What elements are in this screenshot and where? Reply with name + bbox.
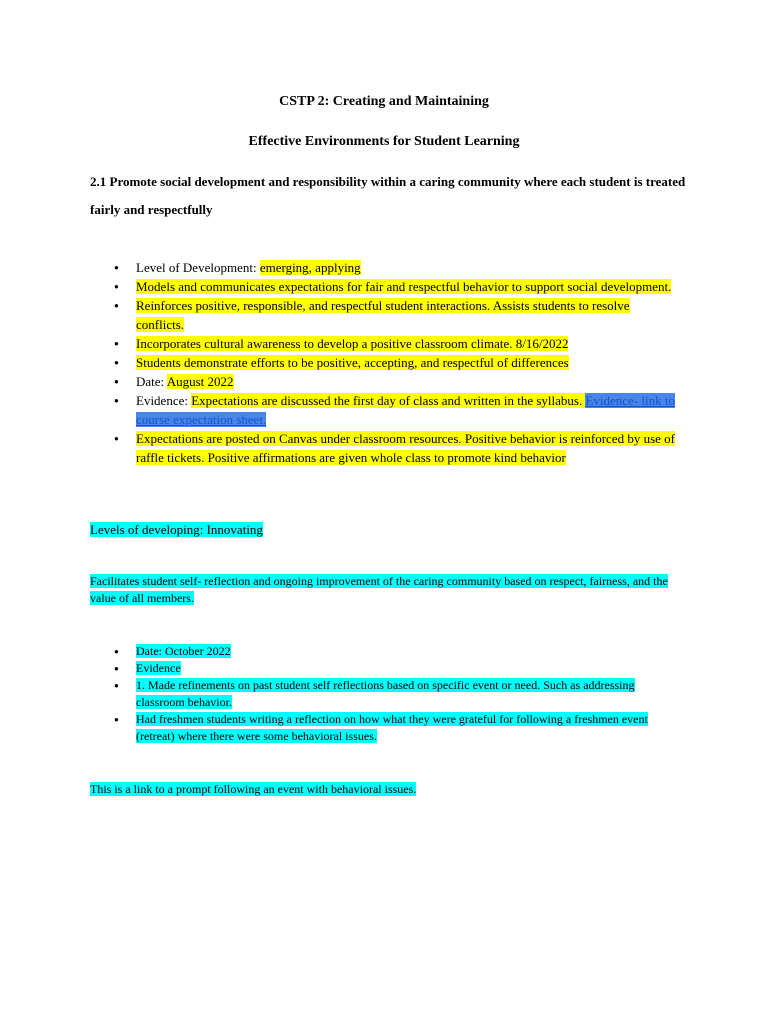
prompt-link-text[interactable]: This is a link to a prompt following an event with behavioral issues. <box>90 782 417 796</box>
list-item <box>90 643 680 660</box>
list-item <box>90 391 680 429</box>
list-item-text: Expectations are posted on Canvas under classroom resources. Positive behavior is reinforced by use of raffle tickets. Positive affirmations are given whole class to promote kind behavior <box>136 431 675 465</box>
list-item <box>90 353 680 372</box>
list-item <box>90 334 680 353</box>
list-item <box>90 660 680 677</box>
list-item-label: Date: <box>136 374 167 389</box>
list-item-text: Reinforces positive, responsible, and respectful student interactions. Assists students to resolve conflicts. <box>136 298 630 332</box>
list-item-text: Date: October 2022 <box>136 644 231 658</box>
list-item-text: Students demonstrate efforts to be positive, accepting, and respectful of differences <box>136 355 569 370</box>
list-item <box>90 429 680 467</box>
list-item-text: Models and communicates expectations for fair and respectful behavior to support social development. <box>136 279 672 294</box>
page-title-line-2: Effective Environments for Student Learning <box>248 134 520 149</box>
list-item <box>90 258 680 277</box>
development-level-value: emerging, applying <box>259 260 361 275</box>
list-item-text: Had freshmen students writing a reflection on how what they were grateful for following a freshmen event (retreat) where there were some behavioral issues. <box>136 712 648 743</box>
evidence-list <box>90 643 680 745</box>
list-item-text: 1. Made refinements on past student self reflections based on specific event or need. Such as addressing classroom behavior. <box>136 678 635 709</box>
prompt-link-paragraph <box>90 781 690 798</box>
levels-heading <box>90 520 690 539</box>
section-heading: 2.1 Promote social development and responsibility within a caring community where each student is treated fairly and respectfully <box>90 174 686 217</box>
list-item <box>90 711 680 745</box>
list-item <box>90 277 680 296</box>
list-item <box>90 372 680 391</box>
page-title-line-1: CSTP 2: Creating and Maintaining <box>279 94 489 109</box>
list-item-label: Level of Development: <box>136 260 260 275</box>
levels-heading-text: Levels of developing: Innovating <box>90 522 263 537</box>
list-item <box>90 677 680 711</box>
list-item-text: Evidence <box>136 661 181 675</box>
standards-list <box>90 258 680 467</box>
list-item-label: Evidence: <box>136 393 192 408</box>
evidence-value: Expectations are discussed the first day of class and written in the syllabus. <box>191 393 586 408</box>
facilitates-paragraph <box>90 573 690 607</box>
evidence-link[interactable]: Evidence- link to course expectation sheet. <box>136 393 675 427</box>
list-item-text: Incorporates cultural awareness to develop a positive classroom climate. 8/16/2022 <box>136 336 569 351</box>
date-value: August 2022 <box>166 374 234 389</box>
list-item <box>90 296 680 334</box>
facilitates-text: Facilitates student self- reflection and ongoing improvement of the caring community based on respect, fairness, and the value of all members. <box>90 574 668 605</box>
